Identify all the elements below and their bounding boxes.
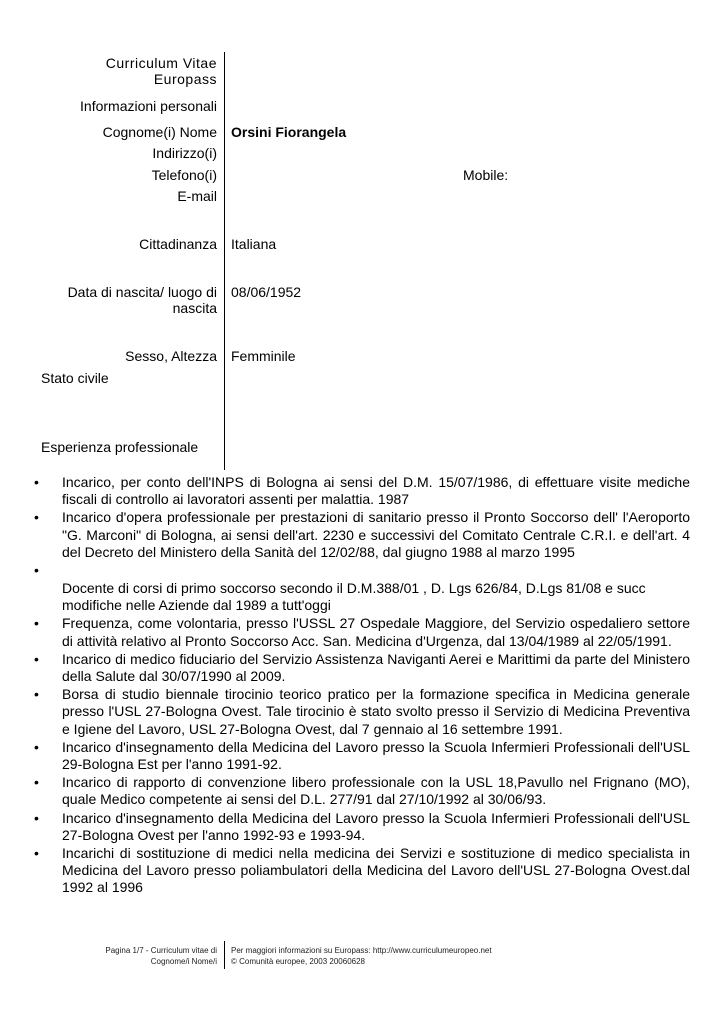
list-item (34, 739, 690, 773)
birth-value: 08/06/1952 (231, 284, 302, 300)
list-item (34, 686, 690, 738)
list-item (34, 651, 690, 685)
bullet-icon: • (34, 845, 39, 862)
birth-label-line2: nascita (172, 300, 217, 316)
footer-left-line2: Cognome/i Nome/i (150, 957, 217, 966)
birth-label-line1: Data di nascita/ luogo di (67, 284, 217, 300)
bullet-icon: • (34, 650, 39, 667)
mobile-label: Mobile: (463, 167, 509, 183)
sex-value: Femminile (231, 348, 296, 364)
civil-status-label: Stato civile (41, 370, 109, 386)
cv-title-line2: Europass (153, 71, 217, 87)
footer-right-line2: © Comunità europee, 2003 20060628 (231, 957, 365, 966)
experience-list (34, 474, 690, 898)
bullet-icon: • (34, 686, 39, 703)
list-item (34, 810, 690, 844)
list-item (34, 615, 690, 649)
bullet-icon: • (34, 738, 39, 755)
list-item-text: Incarichi di sostituzione di medici nella medicina dei Servizi e sostituzione di medico specialista in Medicina del Lavoro presso poliambulatori della Medicina del Lavoro dell'USL 27-Bologna Ovest.dal 1992 al 1996 (62, 845, 690, 896)
list-item (34, 509, 690, 561)
list-item-text: Incarico di medico fiduciario del Servizio Assistenza Naviganti Aerei e Marittimi da parte del Ministero della Salute dal 30/07/1990 al 2009. (62, 650, 690, 685)
name-value: Orsini Fiorangela (231, 124, 347, 140)
list-item-text: Borsa di studio biennale tirocinio teorico pratico per la formazione specifica in Medicina generale presso l'USL 27-Bologna Ovest. Tale tirocinio è stato svolto presso il Servizio di Medicina Preventiva e Igiene del Lavoro, USL 27-Bologna Ovest, dal 7 gennaio al 16 settembre 1991. (62, 686, 690, 737)
list-continuation (34, 580, 690, 614)
footer-right-line1: Per maggiori informazioni su Europass: http://www.curriculumeuropeo.net (231, 946, 492, 955)
bullet-icon: • (34, 509, 39, 526)
list-item (34, 474, 690, 508)
bullet-icon: • (34, 474, 39, 490)
address-label: Indirizzo(i) (152, 145, 217, 161)
citizenship-value: Italiana (231, 236, 277, 252)
list-item (34, 845, 690, 897)
sex-label: Sesso, Altezza (125, 348, 217, 364)
list-item-text: Frequenza, come volontaria, presso l'USSL 27 Ospedale Maggiore, del Servizio ospedaliero settore di attività relativo al Pronto Soccorso Acc. San. Medicina d'Urgenza, dal 13/04/1989 al 22/05/1991. (62, 615, 690, 649)
list-item-text: Incarico di rapporto di convenzione libero professionale con la USL 18,Pavullo nel Frignano (MO), quale Medico competente ai sensi del D.L. 277/91 dal 27/10/1992 al 30/06/93. (62, 774, 690, 808)
footer-divider (224, 941, 225, 969)
bullet-icon: • (34, 774, 39, 791)
citizenship-label: Cittadinanza (139, 236, 217, 252)
column-divider (224, 52, 225, 470)
list-item-text: Incarico d'insegnamento della Medicina del Lavoro presso la Scuola Infermieri Professionali dell'USL 27-Bologna Ovest per l'anno 1992-93 e 1993-94. (62, 809, 690, 843)
list-item-text: Incarico, per conto dell'INPS di Bologna ai sensi del D.M. 15/07/1986, di effettuare visite mediche fiscali di controllo ai lavoratori assenti per malattia. 1987 (62, 474, 690, 508)
list-item-text: Incarico d'insegnamento della Medicina del Lavoro presso la Scuola Infermieri Professionali dell'USL 29-Bologna Est per l'anno 1991-92. (62, 738, 690, 773)
email-label: E-mail (177, 188, 217, 204)
experience-title: Esperienza professionale (41, 439, 199, 455)
bullet-icon: • (34, 615, 39, 632)
cv-title-line1: Curriculum Vitae (105, 55, 217, 71)
bullet-icon: • (34, 809, 39, 826)
list-item (34, 562, 690, 579)
name-label: Cognome(i) Nome (102, 124, 217, 140)
list-item-text: Incarico d'opera professionale per prestazioni di sanitario presso il Pronto Soccorso dell' l'Aeroporto "G. Marconi" di Bologna, ai sensi dell'art. 2230 e successivi del Comitato Centrale C.R.I. e dell'art. 4 del Decreto del Ministero della Sanità del 12/02/88, dal giugno 1988 al marzo 1995 (62, 509, 690, 560)
list-item (34, 774, 690, 808)
footer-left-line1: Pagina 1/7 - Curriculum vitae di (105, 946, 217, 955)
continuation-text: Docente di corsi di primo soccorso secondo il D.M.388/01 , D. Lgs 626/84, D.Lgs 81/08 e succ modifiche nelle Aziende dal 1989 a tutt'oggi (62, 580, 646, 614)
section-personal-title: Informazioni personali (80, 98, 217, 114)
bullet-icon: • (34, 562, 39, 579)
phone-label: Telefono(i) (151, 167, 217, 183)
